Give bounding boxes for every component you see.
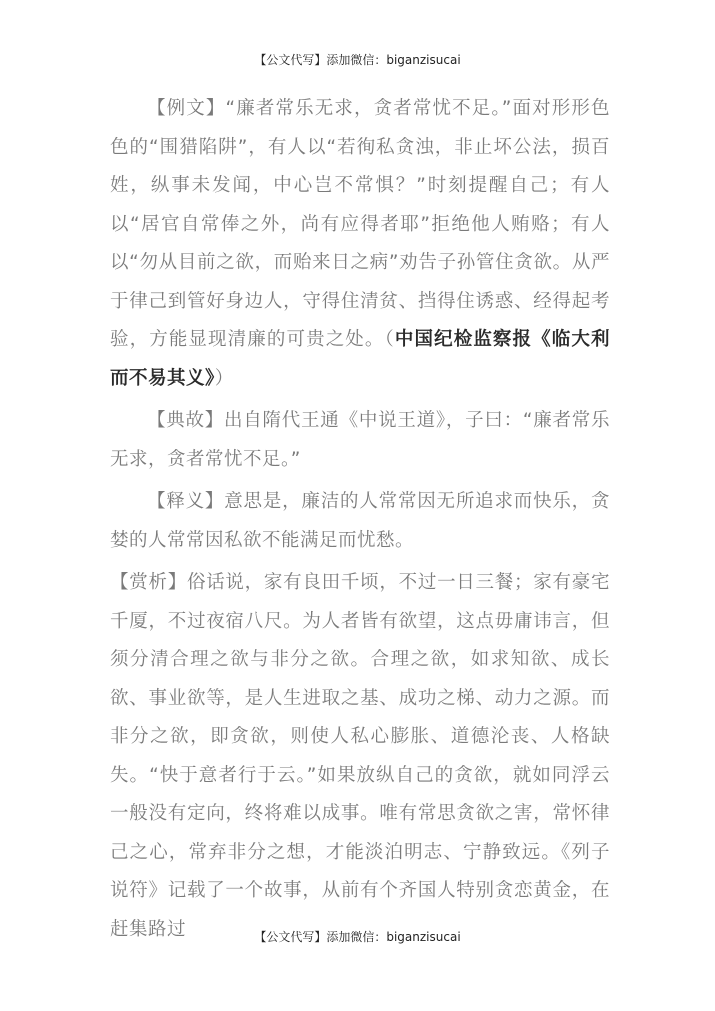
footer-label: 【公文代写】添加微信： [254,930,387,944]
example-paragraph [110,90,610,398]
header-label: 【公文代写】添加微信： [254,53,387,67]
document-body [110,90,610,949]
analysis-paragraph: 【赏析】俗话说，家有良田千顷，不过一日三餐；家有豪宅千厦，不过夜宿八尺。为人者皆有欲望，这点毋庸讳言，但须分清合理之欲与非分之欲。合理之欲，如求知欲、成长欲、事业欲等，是人生进取之基、成功之梯、动力之源。而非分之欲，即贪欲，则使人私心膨胀、道德沦丧、人格缺失。“快于意者行于云。”如果放纵自己的贪欲，就如同浮云一般没有定向，终将难以成事。唯有常思贪欲之害，常怀律己之心，常弃非分之想，才能淡泊明志、宁静致远。《列子说符》记载了一个故事，从前有个齐国人特别贪恋黄金，在赶集路过 [110,572,610,940]
example-source: 中国纪检监察报《临大利而不易其义》 [110,329,610,389]
page-header [0,52,715,68]
header-wechat-id: biganzisucai [386,53,461,67]
example-text: 【例文】“廉者常乐无求，贪者常忧不足。”面对形形色色的“围猎陷阱”，有人以“若徇私贪浊，非止坏公法，损百姓，纵事未发闻，中心岂不常惧？”时刻提醒自己；有人以“居官自常俸之外，尚有应得者耶”拒绝他人贿赂；有人以“勿从目前之欲，而贻来日之病”劝告子孙管住贪欲。从严于律己到管好身边人，守得住清贫、挡得住诱惑、经得起考验，方能显现清廉的可贵之处。（ [110,98,610,350]
footer-wechat-id: biganzisucai [386,930,461,944]
allusion-paragraph: 【典故】出自隋代王通《中说王道》，子曰：“廉者常乐无求，贪者常忧不足。” [110,410,610,470]
example-close: ） [214,367,234,389]
page-footer [0,929,715,945]
meaning-paragraph: 【释义】意思是，廉洁的人常常因无所追求而快乐，贪婪的人常常因私欲不能满足而忧愁。 [110,491,610,551]
